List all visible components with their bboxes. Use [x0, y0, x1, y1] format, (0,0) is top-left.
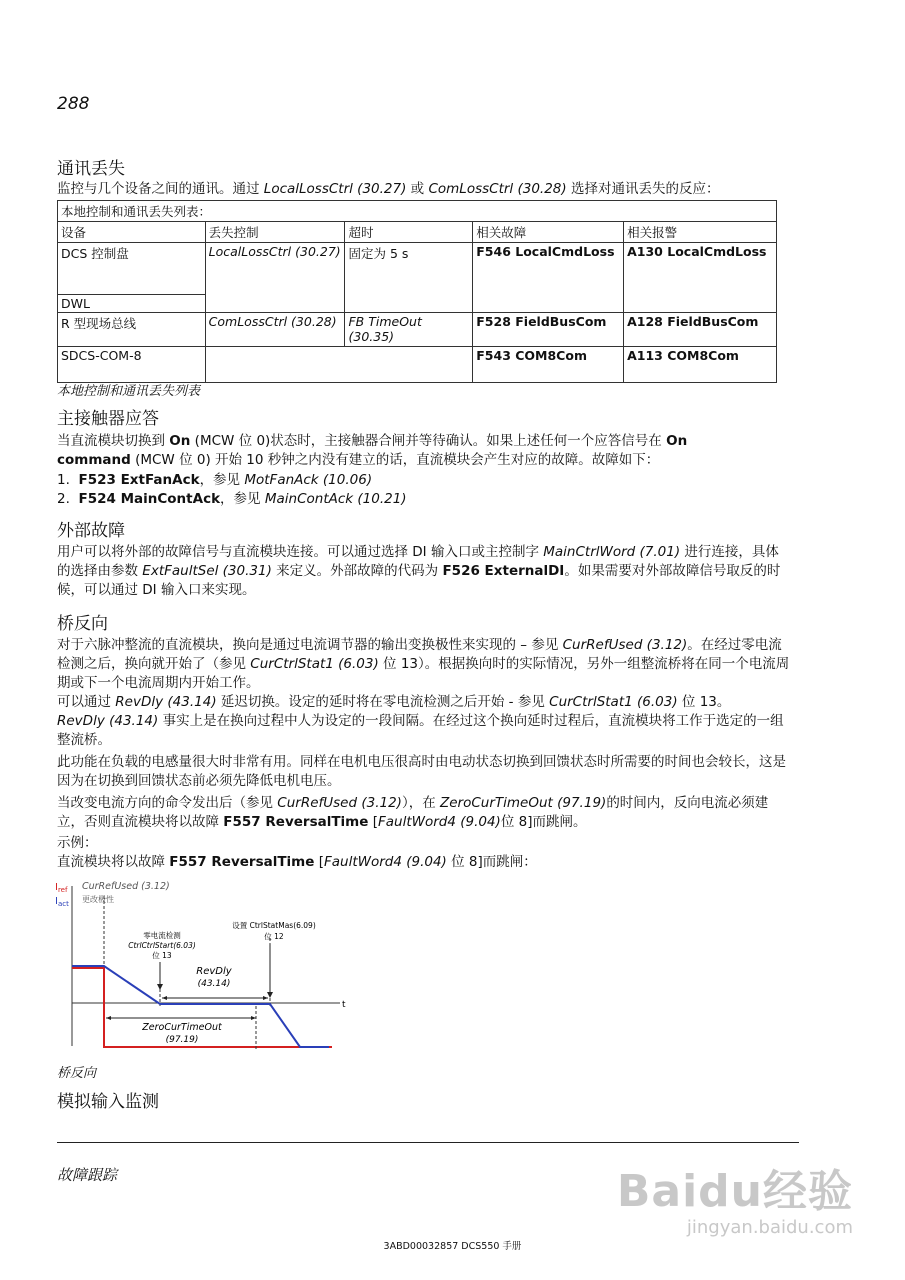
table-cell: F543 COM8Com [473, 347, 624, 383]
footer-section-title: 故障跟踪 [57, 1166, 118, 1184]
set-label-1: 设置 CtrlStatMas(6.09) [232, 921, 316, 930]
page-number: 288 [57, 94, 90, 114]
watermark-brand: Baidu经验 [616, 1166, 853, 1217]
curref-label: CurRefUsed (3.12) [82, 881, 170, 892]
table-header-row [58, 222, 777, 243]
table-row [58, 347, 777, 383]
table-cell: ComLossCtrl (30.28) [205, 313, 345, 347]
heading-comm-loss: 通讯丢失 [57, 159, 125, 179]
zct-param: (97.19) [165, 1035, 199, 1045]
heading-external-fault: 外部故障 [57, 521, 125, 541]
zero-detect-label-3: 位 13 [152, 951, 172, 960]
table-cell: A128 FieldBusCom [624, 313, 777, 347]
table-header: 相关故障 [473, 222, 624, 243]
heading-bridge-reversal: 桥反向 [57, 614, 108, 634]
reversal-para-1: 对于六脉冲整流的直流模块，换向是通过电流调节器的输出变换极性来实现的 – 参见 CurRefUsed (3.12)。在经过零电流检测之后，换向就开始了（参见 CurCtrlStat1 (6.03) 位 13）。根据换向时的实际情况，另外一组整流桥将在同一个电流周期或下一个电流周期内开始工作。 [57, 637, 790, 691]
footer-doc-id: 3ABD00032857 DCS550 手册 [383, 1241, 522, 1252]
set-arrowhead [267, 992, 273, 998]
table-header: 设备 [58, 222, 206, 243]
revdly-label: RevDly [196, 966, 232, 977]
comm-loss-table [57, 200, 777, 383]
table-header: 丢失控制 [205, 222, 345, 243]
table-cell: A113 COM8Com [624, 347, 777, 383]
t-axis-label: t [342, 1000, 346, 1010]
reversal-para-4: 此功能在负载的电感量很大时非常有用。同样在电机电压很高时由电动状态切换到回馈状态时所需要的时间也会较长，这是因为在切换到回馈状态前必须先降低电机电压。 [57, 754, 786, 789]
table-cell: LocalLossCtrl (30.27) [205, 243, 345, 313]
main-contactor-text: 当直流模块切换到 On (MCW 位 0)状态时，主接触器合闸并等待确认。如果上述任何一个应答信号在 On command (MCW 位 0) 开始 10 秒钟之内没有建立的话，直流模块会产生对应的故障。故障如下： [57, 433, 688, 468]
table-row [58, 313, 777, 347]
baidu-watermark [617, 1155, 853, 1238]
table-cell: DCS 控制盘 [58, 243, 206, 295]
change-polarity-label: 更改极性 [82, 895, 114, 904]
table-caption-top: 本地控制和通讯丢失列表： [58, 201, 777, 222]
iref-label: $I_{ref}$ [55, 882, 68, 894]
revdly-param: (43.14) [197, 979, 231, 989]
table-cell: SDCS-COM-8 [58, 347, 206, 383]
table-cell: F546 LocalCmdLoss [473, 243, 624, 313]
table-cell: 固定为 5 s [345, 243, 473, 313]
iact-label: $I_{act}$ [55, 896, 69, 908]
table-cell: DWL [58, 295, 206, 313]
table-header: 相关报警 [624, 222, 777, 243]
table-cell: F528 FieldBusCom [473, 313, 624, 347]
reversal-para-5: 当改变电流方向的命令发出后（参见 CurRefUsed (3.12)），在 ZeroCurTimeOut (97.19)的时间内，反向电流必须建立，否则直流模块将以故障 F557 ReversalTime [FaultWord4 (9.04)位 8]而跳闸。 [57, 795, 769, 830]
zero-detect-label-2: CtrlCtrlStart(6.03) [128, 941, 196, 950]
reversal-example-text: 直流模块将以故障 F557 ReversalTime [FaultWord4 (9.04) 位 8]而跳闸： [57, 854, 537, 870]
table-cell: R 型现场总线 [58, 313, 206, 347]
table-cell [205, 347, 473, 383]
watermark-url: jingyan.baidu.com [686, 1217, 853, 1238]
external-fault-text: 用户可以将外部的故障信号与直流模块连接。可以通过选择 DI 输入口或主控制字 MainCtrlWord (7.01) 进行连接，具体的选择由参数 ExtFaultSel (30.31) 来定义。外部故障的代码为 F526 ExternalDI。如果需要对外部故障信号取反的时候，可以通过 DI 输入口来实现。 [57, 544, 781, 598]
heading-main-contactor: 主接触器应答 [57, 409, 159, 429]
table-header: 超时 [345, 222, 473, 243]
list-item: 1. F523 ExtFanAck，参见 MotFanAck (10.06) [57, 472, 373, 488]
figure-caption: 桥反向 [57, 1066, 97, 1081]
heading-analog-input: 模拟输入监测 [57, 1092, 159, 1112]
table-caption-bottom: 本地控制和通讯丢失列表 [57, 384, 201, 399]
zct-label: ZeroCurTimeOut [142, 1022, 222, 1033]
reversal-para-2: 可以通过 RevDly (43.14) 延迟切换。设定的延时将在零电流检测之后开始 - 参见 CurCtrlStat1 (6.03) 位 13。 [57, 694, 731, 710]
footer-divider [57, 1142, 799, 1143]
list-item: 2. F524 MainContAck，参见 MainContAck (10.21) [57, 491, 407, 507]
zero-detect-arrowhead [157, 984, 163, 990]
table-cell: A130 LocalCmdLoss [624, 243, 777, 313]
reversal-example-label: 示例： [57, 835, 98, 851]
zero-detect-label-1: 零电流检测 [143, 931, 181, 940]
comm-loss-intro: 监控与几个设备之间的通讯。通过 LocalLossCtrl (30.27) 或 ComLossCtrl (30.28) 选择对通讯丢失的反应： [57, 181, 720, 197]
reversal-para-3: RevDly (43.14) 事实上是在换向过程中人为设定的一段间隔。在经过这个换向延时过程后，直流模块将工作于选定的一组整流桥。 [57, 713, 784, 748]
table-row [58, 243, 777, 295]
set-label-2: 位 12 [264, 932, 284, 941]
table-cell: FB TimeOut (30.35) [345, 313, 473, 347]
reversal-timing-figure [52, 876, 352, 1060]
